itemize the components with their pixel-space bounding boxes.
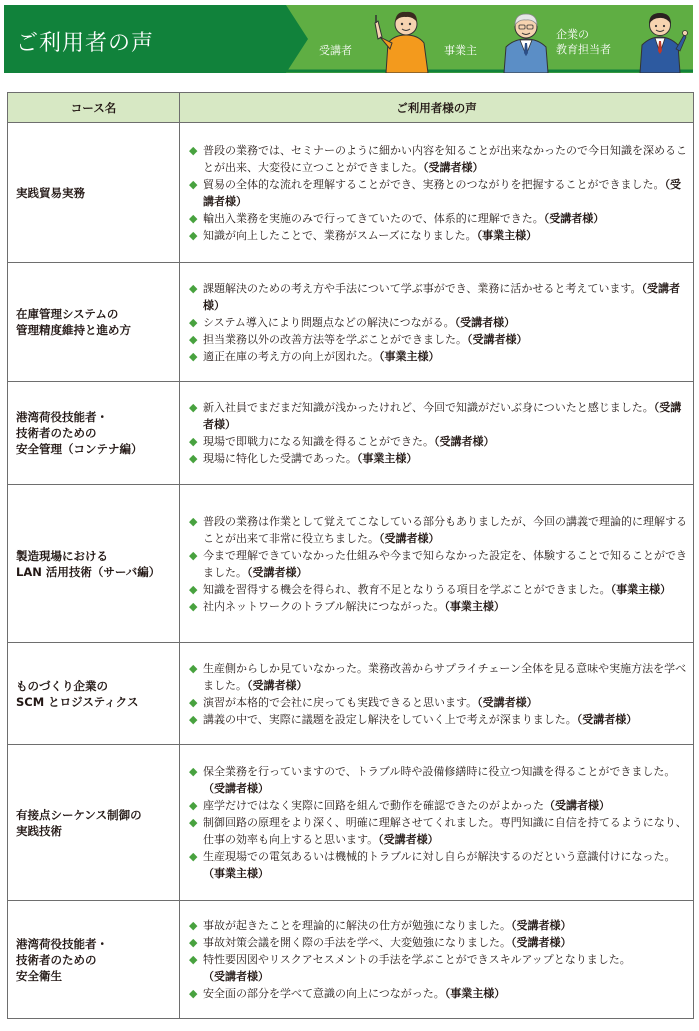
voice-item — [189, 848, 687, 882]
voice-comment: 普段の業務では、セミナーのように細かい内容を知ることが出来なかったので今日知識を深めることが出来、大変役に立つことができました。 — [203, 143, 687, 174]
course-name-line: 実践技術 — [16, 823, 62, 838]
table-row — [8, 745, 694, 901]
table-row — [8, 382, 694, 485]
voice-item — [189, 917, 687, 934]
course-name — [8, 745, 180, 901]
voice-comment: 講義の中で、実際に議題を設定し解決をしていく上で考えが深まりました。 — [203, 712, 577, 726]
table-row — [8, 901, 694, 1019]
voice-comment: システム導入により問題点などの解決につながる。 — [203, 315, 455, 329]
voice-source: （事業主様） — [476, 228, 538, 242]
course-name — [8, 123, 180, 263]
voice-item — [189, 763, 687, 797]
course-name — [8, 263, 180, 382]
course-name-line: 安全衛生 — [16, 968, 62, 983]
voice-item — [189, 660, 687, 694]
role-label-education-officer — [556, 27, 611, 57]
voice-comment: 特性要因図やリスクアセスメントの手法を学ぶことができスキルアップとなりました。 — [203, 953, 631, 966]
voice-comment: 新入社員でまだまだ知識が浅かったけれど、今回で知識がだいぶ身についたと感じました。 — [203, 401, 654, 414]
voice-item — [189, 433, 687, 450]
voice-item — [189, 547, 687, 581]
page-banner — [4, 5, 693, 73]
voice-list — [180, 643, 694, 745]
voice-comment: 現場に特化した受講であった。 — [203, 452, 357, 465]
voice-comment: 知識を習得する機会を得られ、教育不足となりうる項目を学ぶことができました。 — [203, 582, 611, 596]
voice-source: （受講者様） — [203, 401, 682, 431]
voice-comment: 事故が起きたことを理論的に解決の仕方が勉強になりました。 — [203, 919, 511, 932]
voice-comment: 生産現場での電気あるいは機械的トラブルに対し自らが解決するのだという意識付けになった。 — [203, 850, 676, 863]
course-name — [8, 382, 180, 485]
page-title: ご利用者の声 — [16, 31, 155, 56]
course-name-line: 港湾荷役技能者・ — [16, 936, 108, 951]
voice-list — [180, 123, 694, 263]
voice-source: （受講者様） — [467, 332, 528, 346]
voice-source: （受講者様） — [379, 531, 440, 545]
voice-item — [189, 176, 687, 210]
voice-source: （受講者様） — [511, 936, 572, 949]
course-name-line: 製造現場における — [16, 548, 108, 563]
voice-source: （受講者様） — [378, 833, 439, 846]
role-label-trainee: 受講者 — [319, 44, 352, 57]
column-header-course: コース名 — [8, 93, 180, 123]
role-label-line: 教育担当者 — [556, 43, 611, 56]
voice-source: （受講者様） — [203, 281, 680, 312]
table-row — [8, 263, 694, 382]
voice-comment: 制御回路の原理をより深く、明確に理解させてくれました。専門知識に自信を持てるようになり、仕事の効率も向上すると思います。 — [203, 816, 687, 846]
voice-source: （受講者様） — [423, 160, 484, 174]
course-name — [8, 901, 180, 1019]
course-name — [8, 643, 180, 745]
voice-source: （事業主様） — [444, 987, 506, 1000]
voice-item — [189, 581, 687, 598]
voice-comment: 知識が向上したことで、業務がスムーズになりました。 — [203, 228, 477, 242]
voice-source: （受講者様） — [247, 565, 308, 579]
voice-source: （受講者様） — [247, 678, 308, 692]
voice-item — [189, 314, 687, 331]
voice-list — [180, 263, 694, 382]
voice-item — [189, 711, 687, 728]
column-header-voices: ご利用者様の声 — [180, 93, 694, 123]
voice-comment: 普段の業務は作業として覚えてこなしている部分もありましたが、今回の講義で理論的に理解することが出来て非常に役立ちました。 — [203, 514, 687, 545]
voice-source: （受講者様） — [203, 782, 269, 795]
course-name-line: SCM とロジスティクス — [16, 694, 139, 709]
education-officer-figure-icon — [632, 9, 688, 73]
course-name-line: 在庫管理システムの — [16, 307, 119, 321]
voice-item — [189, 280, 687, 314]
course-name-line: ものづくり企業の — [16, 678, 108, 693]
voice-comment: 担当業務以外の改善方法等を学ぶことができました。 — [203, 332, 467, 346]
voice-source: （受講者様） — [203, 970, 269, 983]
course-name-line: 有接点シーケンス制御の — [16, 807, 142, 822]
voice-source: （事業主様） — [444, 599, 505, 613]
employer-figure-icon — [498, 9, 554, 73]
voice-item — [189, 814, 687, 848]
voice-item — [189, 598, 687, 615]
role-label-employer: 事業主 — [444, 44, 477, 57]
course-name-line: 安全管理（コンテナ編） — [16, 442, 143, 456]
voice-source: （受講者様） — [576, 712, 638, 726]
voice-source: （事業主様） — [610, 582, 672, 596]
course-name-line: 管理精度維持と進め方 — [16, 323, 131, 337]
voice-comment: 貿易の全体的な流れを理解することができ、実務とのつながりを把握することができました。 — [203, 177, 665, 191]
voice-comment: 保全業務を行っていますので、トラブル時や設備修繕時に役立つ知識を得ることができました。 — [203, 765, 676, 778]
voice-item — [189, 450, 687, 467]
voice-source: （受講者様） — [454, 315, 516, 329]
course-name-line: 港湾荷役技能者・ — [16, 410, 108, 424]
voice-source: （受講者様） — [544, 799, 610, 812]
voice-source: （事業主様） — [203, 867, 269, 880]
voice-comment: 事故対策会議を開く際の手法を学べ、大変勉強になりました。 — [203, 936, 511, 949]
voice-item — [189, 210, 687, 227]
voice-source: （受講者様） — [203, 177, 682, 208]
voice-comment: 今まで理解できていなかった仕組みや今まで知らなかった設定を、体験することで知ることができました。 — [203, 548, 687, 579]
voice-comment: 課題解決のための考え方や手法について学ぶ事ができ、業務に活かせると考えています。 — [203, 281, 642, 295]
voice-source: （受講者様） — [434, 435, 495, 448]
voice-comment: 座学だけではなく実際に回路を組んで動作を確認できたのがよかった — [203, 799, 544, 812]
voice-list — [180, 382, 694, 485]
voice-source: （受講者様） — [511, 919, 572, 932]
voice-item — [189, 513, 687, 547]
voice-comment: 適正在庫の考え方の向上が図れた。 — [203, 349, 379, 363]
table-row — [8, 123, 694, 263]
voice-item — [189, 399, 687, 433]
voice-list — [180, 901, 694, 1019]
voice-comment: 安全面の部分を学べて意識の向上につながった。 — [203, 987, 445, 1000]
table-row — [8, 643, 694, 745]
course-name-line: 技術者のための — [16, 426, 97, 440]
course-name-line: LAN 活用技術（サーバ編） — [16, 564, 161, 579]
voice-item — [189, 985, 687, 1002]
voice-comment: 現場で即戦力になる知識を得ることができた。 — [203, 435, 434, 448]
voice-source: （受講者様） — [477, 695, 538, 709]
voice-item — [189, 934, 687, 951]
voice-item — [189, 227, 687, 244]
table-header-row — [8, 93, 694, 123]
voice-item — [189, 694, 687, 711]
course-name-line: 実践貿易実務 — [16, 185, 85, 200]
voice-list — [180, 485, 694, 643]
course-name-line: 技術者のための — [16, 952, 97, 967]
voice-comment: 生産側からしか見ていなかった。業務改善からサプライチェーン全体を見る意味や実施方法を学べました。 — [203, 661, 687, 692]
voice-item — [189, 951, 687, 985]
voice-source: （受講者様） — [543, 211, 605, 225]
course-name — [8, 485, 180, 643]
trainee-figure-icon — [372, 9, 438, 73]
voice-item — [189, 142, 687, 176]
voice-source: （事業主様） — [356, 452, 418, 465]
voice-list — [180, 745, 694, 901]
role-label-line: 企業の — [556, 28, 589, 41]
voice-comment: 演習が本格的で会社に戻っても実践できると思います。 — [203, 695, 478, 709]
voice-item — [189, 331, 687, 348]
user-voices-table — [7, 92, 694, 1019]
voice-comment: 社内ネットワークのトラブル解決につながった。 — [203, 599, 445, 613]
voice-source: （事業主様） — [379, 349, 440, 363]
voice-item — [189, 348, 687, 365]
voice-comment: 輸出入業務を実施のみで行ってきていたので、体系的に理解できた。 — [203, 211, 544, 225]
table-row — [8, 485, 694, 643]
voice-item — [189, 797, 687, 814]
